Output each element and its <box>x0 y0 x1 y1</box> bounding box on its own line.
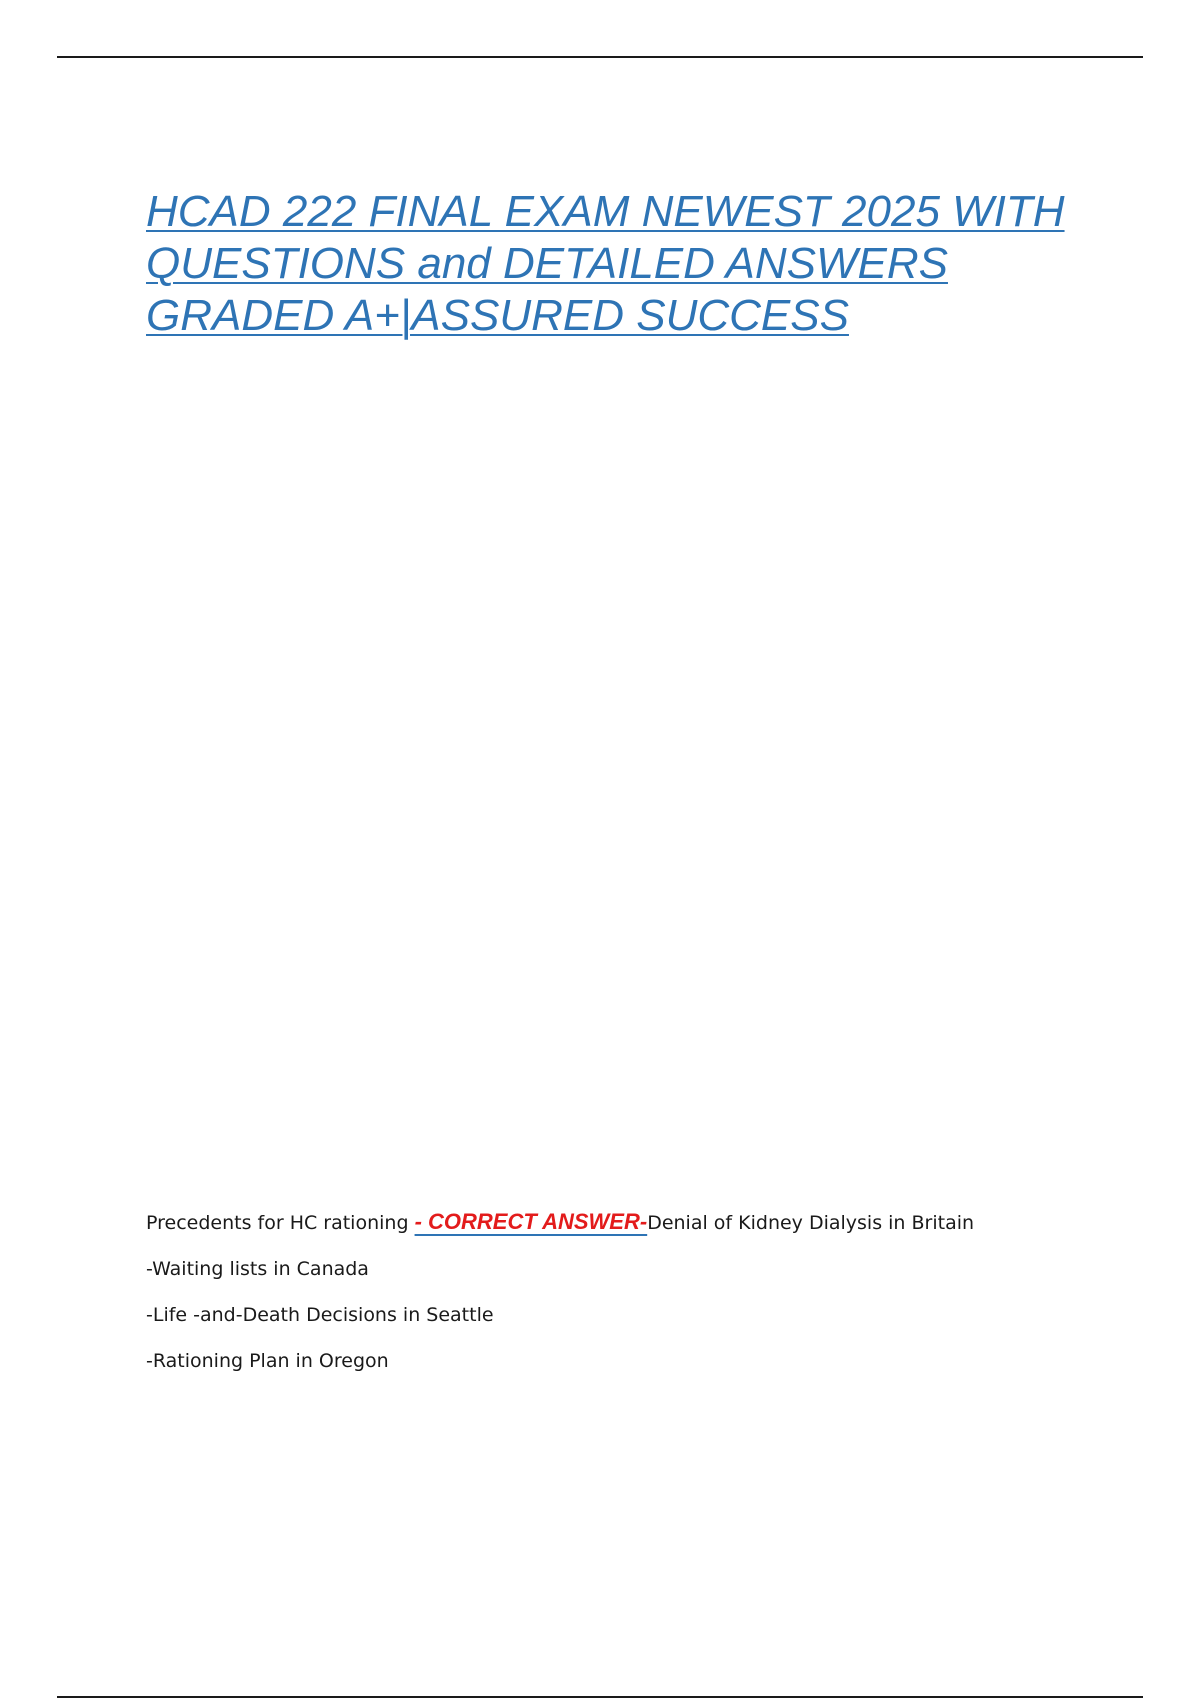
title-line-1: HCAD 222 FINAL EXAM NEWEST 2025 WITH <box>146 187 1065 236</box>
title-line-3: GRADED A+|ASSURED SUCCESS <box>146 291 849 340</box>
header-rule <box>57 56 1143 58</box>
question-text: Precedents for HC rationing <box>146 1212 415 1234</box>
correct-answer-marker: - CORRECT ANSWER- <box>414 1209 648 1234</box>
footer-rule <box>57 1696 1143 1698</box>
answer-first-line: Denial of Kidney Dialysis in Britain <box>647 1212 975 1234</box>
document-title <box>146 186 1106 342</box>
qa-question-row <box>146 1210 1106 1235</box>
answer-item: -Life -and-Death Decisions in Seattle <box>146 1304 494 1326</box>
answer-item: -Rationing Plan in Oregon <box>146 1350 389 1372</box>
qa-block <box>146 1210 1106 1395</box>
title-line-2: QUESTIONS and DETAILED ANSWERS <box>146 239 948 288</box>
answer-item: -Waiting lists in Canada <box>146 1258 369 1280</box>
